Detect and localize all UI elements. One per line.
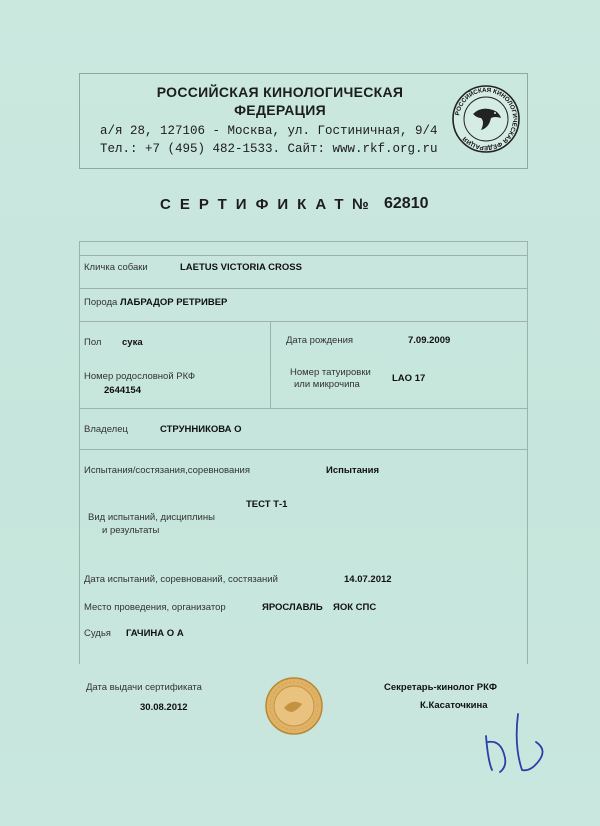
certificate-number: 62810 xyxy=(384,195,429,212)
event-date-value: 14.07.2012 xyxy=(344,574,392,585)
discipline-label-2: и результаты xyxy=(102,525,160,536)
place-label: Место проведения, организатор xyxy=(84,602,226,613)
pedigree-label: Номер родословной РКФ xyxy=(84,371,196,382)
dog-name-label: Кличка собаки xyxy=(84,262,148,273)
org-address: а/я 28, 127106 - Москва, ул. Гостиничная, 9/4 xyxy=(100,124,438,138)
sex-value: сука xyxy=(122,337,143,348)
breed-value: ЛАБРАДОР РЕТРИВЕР xyxy=(120,297,228,308)
tattoo-label-1: Номер татуировки xyxy=(290,367,371,378)
sex-label: Пол xyxy=(84,337,102,348)
row-divider xyxy=(80,408,527,409)
event-type-value: Испытания xyxy=(326,465,380,476)
secretary-name: К.Касаточкина xyxy=(420,700,488,711)
event-type-label: Испытания/состязания,соревнования xyxy=(84,465,250,476)
birth-date-label: Дата рождения xyxy=(286,335,354,346)
issue-date-value: 30.08.2012 xyxy=(140,702,188,713)
certificate-table xyxy=(79,241,528,664)
issue-date-label: Дата выдачи сертификата xyxy=(86,682,202,693)
birth-date-value: 7.09.2009 xyxy=(408,335,451,346)
row-divider xyxy=(80,288,527,289)
judge-label: Судья xyxy=(84,628,111,639)
logo-ring-text: РОССИЙСКАЯ КИНОЛОГИЧЕСКАЯ ФЕДЕРАЦИЯ xyxy=(454,86,519,152)
handwritten-signature xyxy=(478,706,558,776)
tattoo-label-2: или микрочипа xyxy=(294,379,360,390)
row-divider xyxy=(80,449,527,450)
place-value: ЯРОСЛАВЛЬ xyxy=(262,602,323,613)
owner-label: Владелец xyxy=(84,424,128,435)
secretary-label: Секретарь-кинолог РКФ xyxy=(384,682,497,693)
certificate-number-sign: № xyxy=(352,196,369,213)
organizer-value: ЯОК СПС xyxy=(333,602,377,613)
event-date-label: Дата испытаний, соревнований, состязаний xyxy=(84,574,278,585)
tattoo-value: LAO 17 xyxy=(392,373,426,384)
row-divider xyxy=(80,255,527,256)
org-contacts: Тел.: +7 (495) 482-1533. Сайт: www.rkf.org.ru xyxy=(100,142,438,156)
breed-label: Порода xyxy=(84,297,118,308)
column-divider xyxy=(270,321,271,408)
gold-seal-icon xyxy=(264,676,324,736)
owner-value: СТРУННИКОВА О xyxy=(160,424,242,435)
test-name-value: ТЕСТ Т-1 xyxy=(246,499,288,510)
org-name-line2: ФЕДЕРАЦИЯ xyxy=(234,102,326,118)
judge-value: ГАЧИНА О А xyxy=(126,628,184,639)
certificate-title: СЕРТИФИКАТ xyxy=(160,196,353,213)
org-name-line1: РОССИЙСКАЯ КИНОЛОГИЧЕСКАЯ xyxy=(156,84,404,100)
pedigree-value: 2644154 xyxy=(104,385,141,396)
dog-name-value: LAETUS VICTORIA CROSS xyxy=(180,262,302,273)
discipline-label-1: Вид испытаний, дисциплины xyxy=(88,512,215,523)
row-divider xyxy=(80,321,527,322)
rkf-logo-icon xyxy=(451,84,521,154)
